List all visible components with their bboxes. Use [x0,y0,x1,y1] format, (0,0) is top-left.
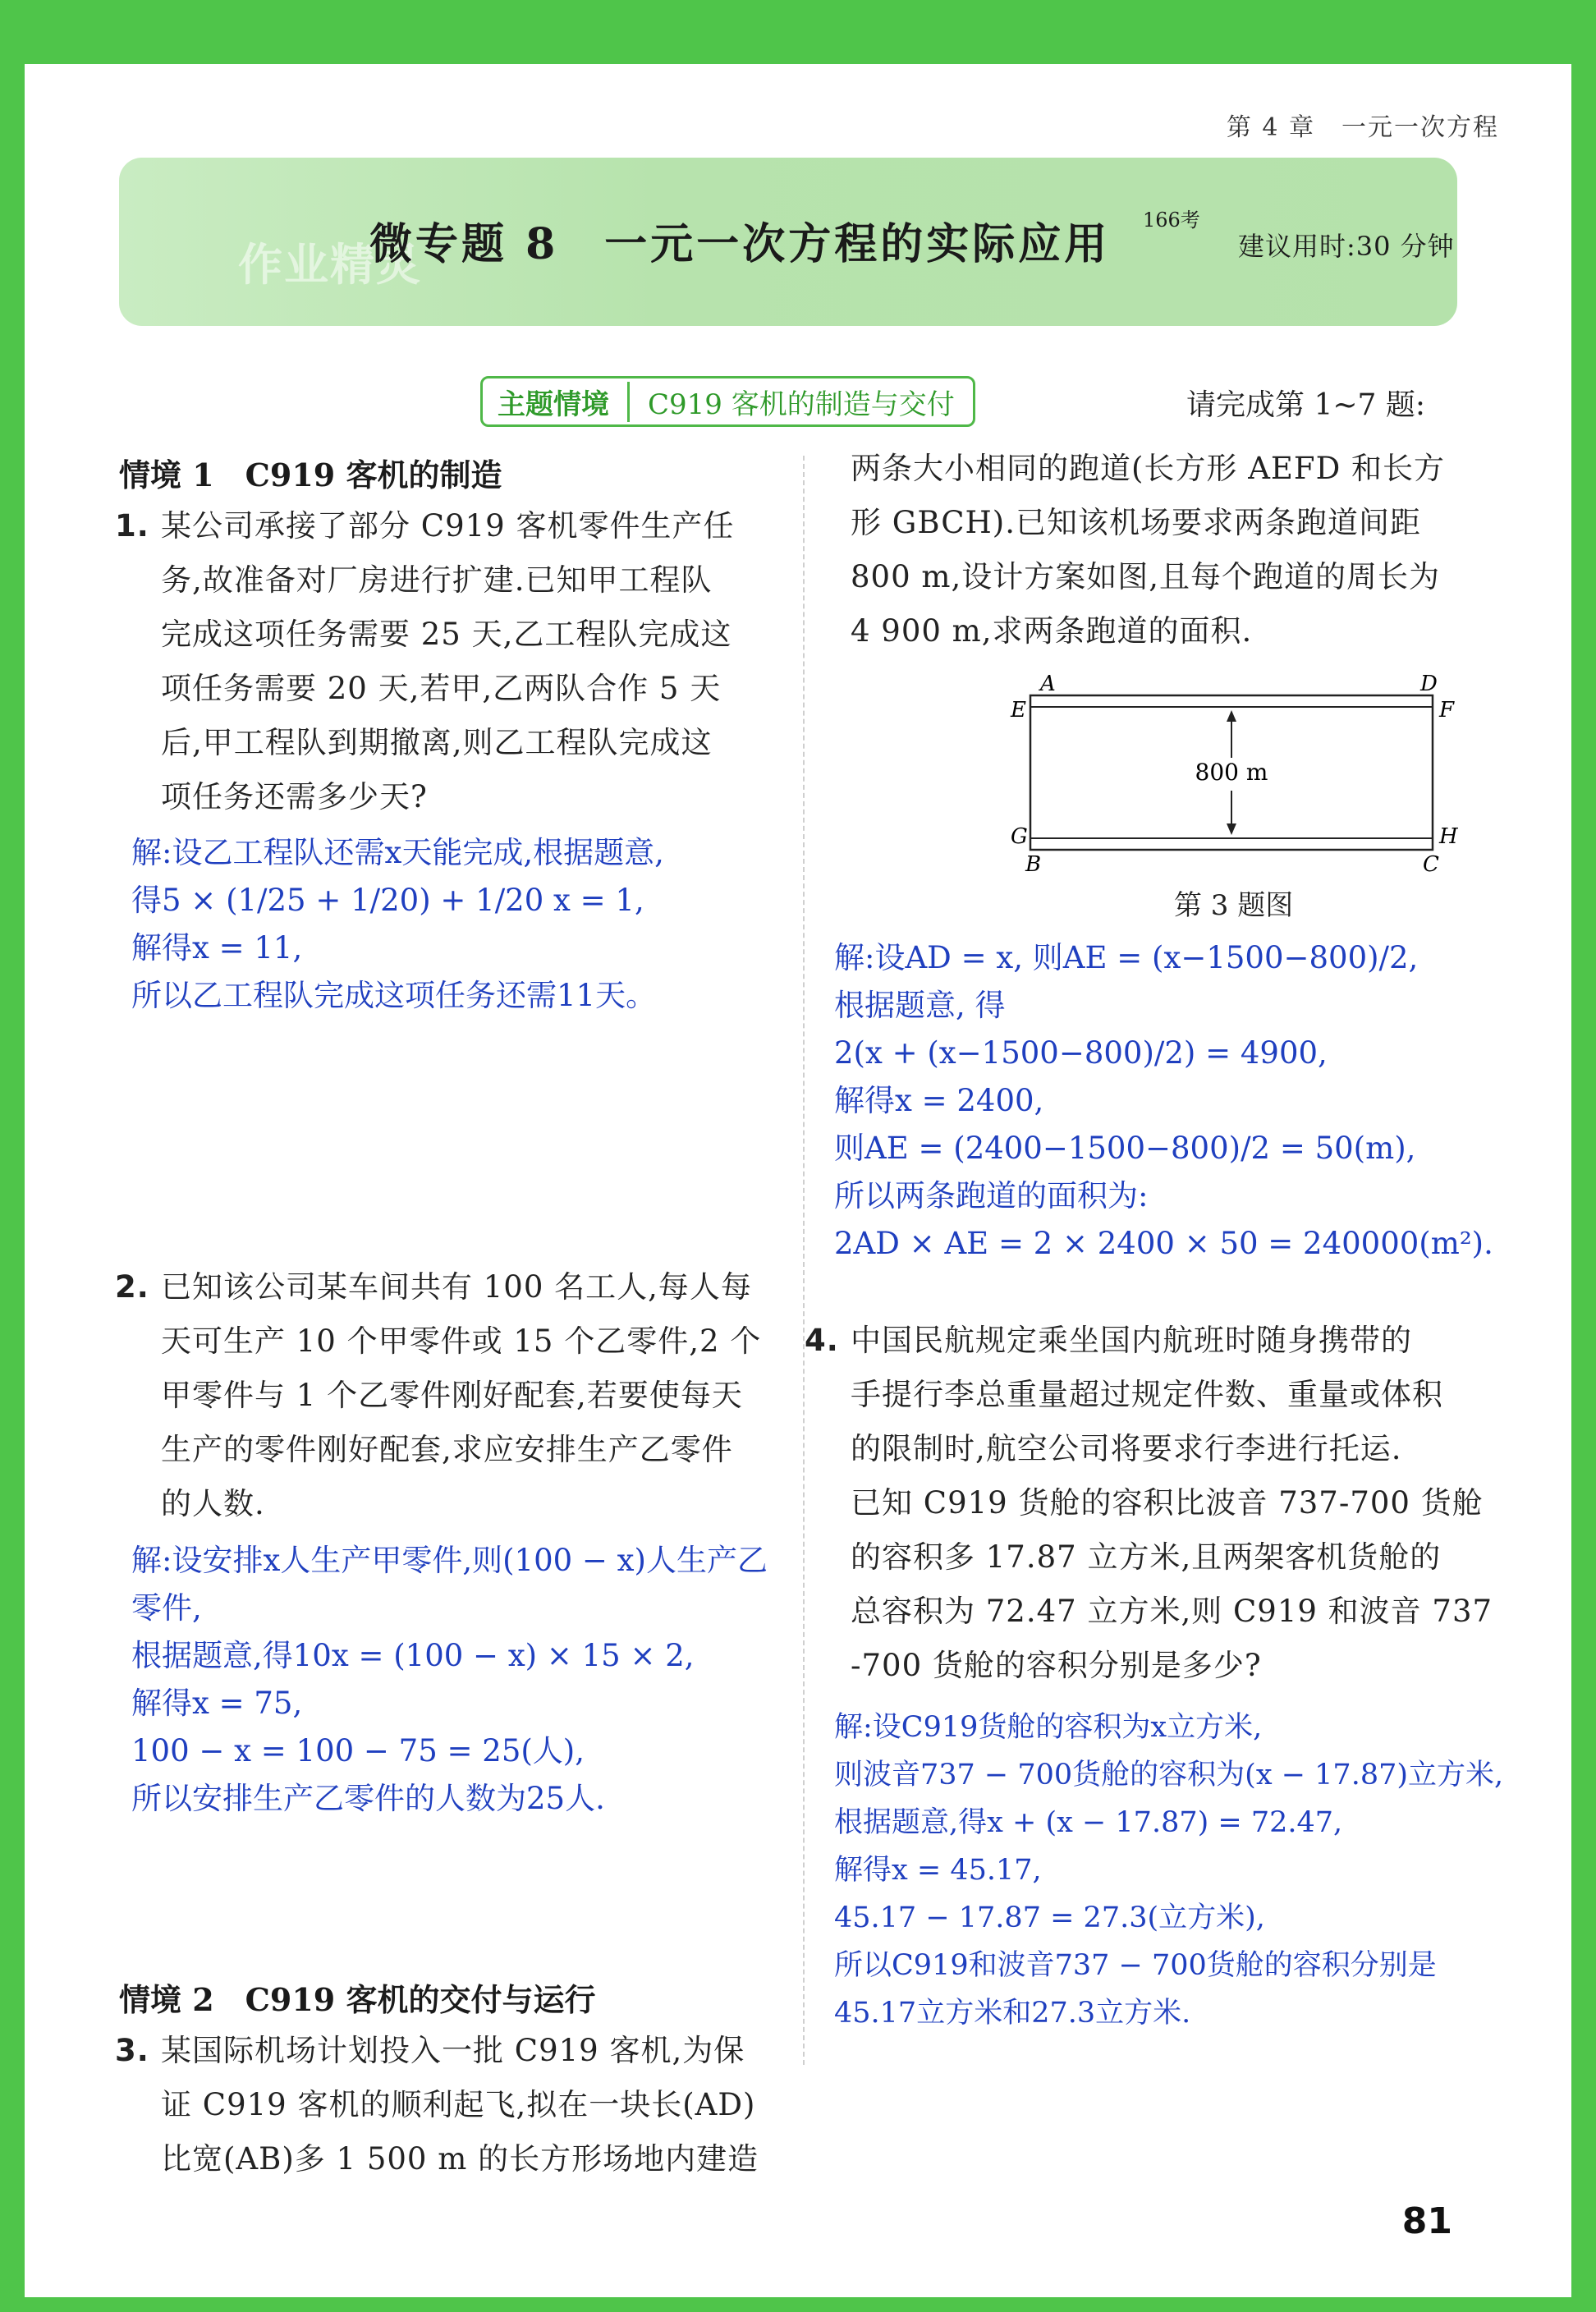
answer-line: 解得x = 45.17, [834,1854,1042,1887]
question-line: 形 GBCH).已知该机场要求两条跑道间距 [851,505,1421,540]
question-line: 某国际机场计划投入一批 C919 客机,为保 [161,2033,745,2068]
question-line: 两条大小相同的跑道(长方形 AEFD 和长方 [851,451,1446,486]
question-number: 1. [115,508,149,544]
answer-line: 所以安排生产乙零件的人数为25人. [131,1781,605,1816]
question-1 [115,499,788,824]
question-number: 2. [115,1269,149,1305]
watermark-logo: 作业精灵 [238,239,422,291]
question-line: 甲零件与 1 个乙零件刚好配套,若要使每天 [161,1378,743,1413]
question-line: 项任务需要 20 天,若甲,乙两队合作 5 天 [161,671,722,706]
question-number: 3. [115,2033,149,2068]
answer-line: 所以两条跑道的面积为: [834,1178,1149,1213]
section-heading-1: 情境 1 C919 客机的制造 [119,456,502,493]
answer-line: 则AE = (2400−1500−800)/2 = 50(m), [834,1131,1416,1166]
label-H: H [1439,824,1458,849]
answer-3 [834,934,1540,1268]
question-line: 4 900 m,求两条跑道的面积. [851,613,1253,649]
question-line: 800 m,设计方案如图,且每个跑道的周长为 [851,559,1440,594]
answer-line: 根据题意,得10x = (100 − x) × 15 × 2, [131,1638,695,1673]
answer-line: 解:设乙工程队还需x天能完成,根据题意, [131,835,664,870]
label-D: D [1420,672,1438,696]
label-E: E [1011,698,1026,722]
question-line: 已知 C919 货舱的容积比波音 737-700 货舱 [851,1485,1484,1521]
answer-line: 2(x + (x−1500−800)/2) = 4900, [834,1035,1328,1071]
answer-line: 根据题意,得x + (x − 17.87) = 72.47, [834,1806,1343,1839]
question-line: 手提行李总重量超过规定件数、重量或体积 [851,1377,1443,1412]
question-line: 天可生产 10 个甲零件或 15 个乙零件,2 个 [161,1323,762,1359]
question-line: 项任务还需多少天? [161,779,428,814]
arrow-head-up [1227,710,1236,722]
answer-line: 解得x = 11, [131,930,303,966]
answer-line: 解:设C919货舱的容积为x立方米, [834,1711,1263,1744]
answer-line: 解得x = 75, [131,1686,303,1721]
runway-top [1030,695,1433,707]
label-C: C [1423,852,1439,877]
answer-2 [131,1537,821,1823]
answer-line: 45.17立方米和27.3立方米. [834,1997,1191,2030]
runway-bottom [1030,838,1433,850]
question-line: 已知该公司某车间共有 100 名工人,每人每 [161,1269,752,1305]
question-line: 总容积为 72.47 立方米,则 C919 和波音 737 [851,1594,1493,1629]
theme-instruction: 请完成第 1~7 题: [1186,388,1425,422]
question-number: 4. [805,1323,839,1358]
question-2 [115,1260,788,1531]
label-G: G [1011,824,1028,849]
question-3-continued [851,442,1524,658]
answer-line: 所以C919和波音737 − 700货舱的容积分别是 [834,1949,1437,1982]
answer-line: 根据题意, 得 [834,988,1006,1023]
answer-line: 2AD × AE = 2 × 2400 × 50 = 240000(m²). [834,1226,1493,1261]
answer-1 [131,829,805,1020]
chapter-header: 第 4 章 一元一次方程 [1226,113,1499,142]
distance-label: 800 m [1195,759,1268,786]
answer-line: 得5 × (1/25 + 1/20) + 1/20 x = 1, [131,883,644,918]
page-number: 81 [1401,2200,1452,2242]
answer-line: 100 − x = 100 − 75 = 25(人), [131,1733,585,1768]
question-line: 完成这项任务需要 25 天,乙工程队完成这 [161,617,732,652]
question-line: 证 C919 客机的顺利起飞,拟在一块长(AD) [161,2087,756,2122]
answer-line: 所以乙工程队完成这项任务还需11天。 [131,978,657,1013]
question-3 [115,2024,788,2186]
suggested-time: 建议用时:30 分钟 [1238,231,1455,262]
question-4 [805,1314,1543,1693]
answer-line: 零件, [131,1590,202,1626]
answer-line: 则波音737 − 700货舱的容积为(x − 17.87)立方米, [834,1759,1504,1791]
runway-figure [998,669,1474,878]
question-line: 生产的零件刚好配套,求应安排生产乙零件 [161,1432,733,1467]
question-line: 中国民航规定乘坐国内航班时随身携带的 [851,1323,1412,1358]
theme-tag: 主题情境 [483,382,630,422]
label-A: A [1040,672,1056,696]
answer-line: 解得x = 2400, [834,1083,1044,1118]
question-line: 比宽(AB)多 1 500 m 的长方形场地内建造 [161,2141,759,2177]
column-divider [803,456,805,2065]
section-heading-2: 情境 2 C919 客机的交付与运行 [119,1981,596,2018]
question-line: 务,故准备对厂房进行扩建.已知甲工程队 [161,562,713,598]
answer-line: 解:设AD = x, 则AE = (x−1500−800)/2, [834,940,1419,975]
page-title: 微专题 8 一元一次方程的实际应用 [369,219,1111,269]
label-B: B [1025,852,1042,877]
answer-4 [834,1704,1557,2037]
question-line: 后,甲工程队到期撤离,则乙工程队完成这 [161,725,713,760]
answer-line: 解:设安排x人生产甲零件,则(100 − x)人生产乙 [131,1543,768,1578]
arrow-head-down [1227,823,1236,835]
theme-label [480,376,975,427]
answer-line: 45.17 − 17.87 = 27.3(立方米), [834,1901,1265,1934]
label-F: F [1439,698,1455,722]
theme-name: C919 客机的制造与交付 [648,388,955,421]
question-line: -700 货舱的容积分别是多少? [851,1648,1262,1683]
question-line: 的限制时,航空公司将要求行李进行托运. [851,1431,1402,1466]
question-line: 的容积多 17.87 立方米,且两架客机货舱的 [851,1539,1442,1575]
question-line: 的人数. [161,1486,265,1521]
title-superscript: 166考 [1143,209,1200,232]
question-line: 某公司承接了部分 C919 客机零件生产任 [161,508,735,544]
figure-caption: 第 3 题图 [1174,889,1294,922]
